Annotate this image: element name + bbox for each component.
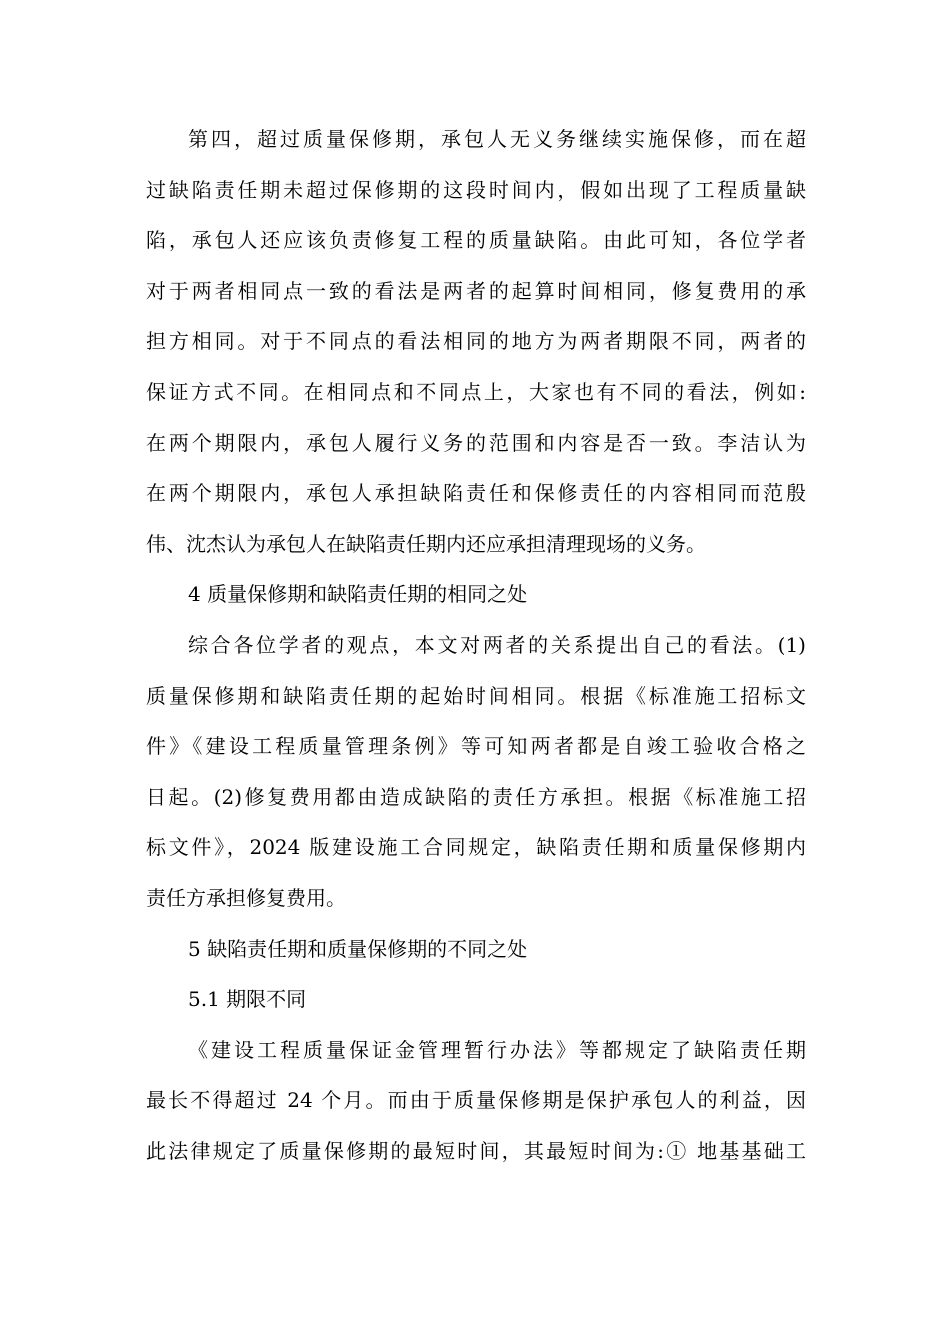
text-line: 担方相同。对于不同点的看法相同的地方为两者期限不同，两者的: [146, 329, 806, 354]
text-line: 保证方式不同。在相同点和不同点上，大家也有不同的看法，例如:: [146, 379, 806, 404]
text-line: 第四，超过质量保修期，承包人无义务继续实施保修，而在超: [188, 127, 806, 151]
paragraph-2: [146, 620, 806, 924]
text-line: 《建设工程质量保证金管理暂行办法》等都规定了缺陷责任期: [188, 1037, 806, 1062]
text-line: 日起。(2)修复费用都由造成缺陷的责任方承担。根据《标准施工招: [146, 784, 806, 809]
text-line: 最长不得超过 24 个月。而由于质量保修期是保护承包人的利益，因: [146, 1088, 806, 1113]
text-line: 对于两者相同点一致的看法是两者的起算时间相同，修复费用的承: [146, 278, 806, 303]
document-body: [146, 114, 806, 1176]
section-heading-5: 5 缺陷责任期和质量保修期的不同之处: [188, 936, 528, 961]
section-heading-4: 4 质量保修期和缺陷责任期的相同之处: [188, 582, 528, 607]
text-line: 质量保修期和缺陷责任期的起始时间相同。根据《标准施工招标文: [146, 683, 806, 708]
text-line: 伟、沈杰认为承包人在缺陷责任期内还应承担清理现场的义务。: [146, 531, 706, 556]
text-line: 过缺陷责任期未超过保修期的这段时间内，假如出现了工程质量缺: [146, 177, 806, 202]
text-line: 件》《建设工程质量管理条例》等可知两者都是自竣工验收合格之: [146, 734, 806, 759]
text-line: 标文件》，2024 版建设施工合同规定，缺陷责任期和质量保修期内: [146, 835, 806, 860]
text-line: 责任方承担修复费用。: [146, 885, 346, 910]
text-line: 在两个期限内，承包人履行义务的范围和内容是否一致。李洁认为: [146, 430, 806, 455]
section-heading-5-1: 5.1 期限不同: [188, 987, 307, 1012]
text-line: 陷，承包人还应该负责修复工程的质量缺陷。由此可知，各位学者: [146, 228, 806, 253]
paragraph-3: [146, 1025, 806, 1177]
text-line: 在两个期限内，承包人承担缺陷责任和保修责任的内容相同而范殷: [146, 481, 806, 506]
text-line: 此法律规定了质量保修期的最短时间，其最短时间为:① 地基基础工: [146, 1138, 806, 1163]
text-line: 综合各位学者的观点，本文对两者的关系提出自己的看法。(1): [188, 632, 806, 657]
paragraph-1: [146, 114, 806, 569]
